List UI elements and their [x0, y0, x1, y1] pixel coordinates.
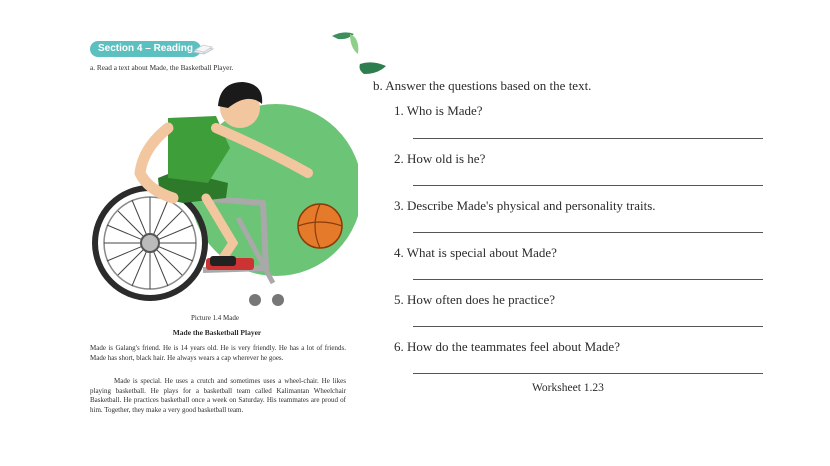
question-5: 5. How often does he practice?	[394, 292, 555, 307]
story-title: Made the Basketball Player	[172, 328, 262, 337]
story-paragraph-1: Made is Galang's friend. He is 14 years old. He is very friendly. He has a lot of friends. Made has short, black hair. He always wears a cap wherever he goes.	[90, 344, 346, 362]
story-paragraph-2: Made is special. He uses a crutch and sometimes uses a wheel-chair. He likes playing basketball. He plays for a basketball team called Kalimantan Wheelchair Basketball. He practices basketball once a week on Saturday. His teammates are proud of him. Together, they make a very good basketball team.	[90, 377, 346, 414]
answer-line-4[interactable]	[413, 279, 763, 280]
question-4: 4. What is special about Made?	[394, 245, 557, 260]
picture-caption: Picture 1.4 Made	[190, 314, 239, 322]
answer-line-6[interactable]	[413, 373, 763, 374]
question-2: 2. How old is he?	[394, 151, 486, 166]
answer-line-1[interactable]	[413, 138, 763, 139]
section-badge: Section 4 – Reading	[90, 41, 201, 57]
answer-line-2[interactable]	[413, 185, 763, 186]
wheelchair-basketball-illustration	[88, 78, 358, 316]
question-3: 3. Describe Made's physical and personality traits.	[394, 198, 656, 213]
answer-line-5[interactable]	[413, 326, 763, 327]
part-b-instruction: b. Answer the questions based on the text.	[373, 78, 592, 93]
book-icon	[190, 41, 216, 57]
leaf-decoration	[330, 30, 390, 80]
worksheet-label: Worksheet 1.23	[532, 382, 604, 394]
question-6: 6. How do the teammates feel about Made?	[394, 339, 620, 354]
question-1: 1. Who is Made?	[394, 103, 483, 118]
answer-line-3[interactable]	[413, 232, 763, 233]
part-a-instruction: a. Read a text about Made, the Basketball Player.	[90, 63, 234, 72]
